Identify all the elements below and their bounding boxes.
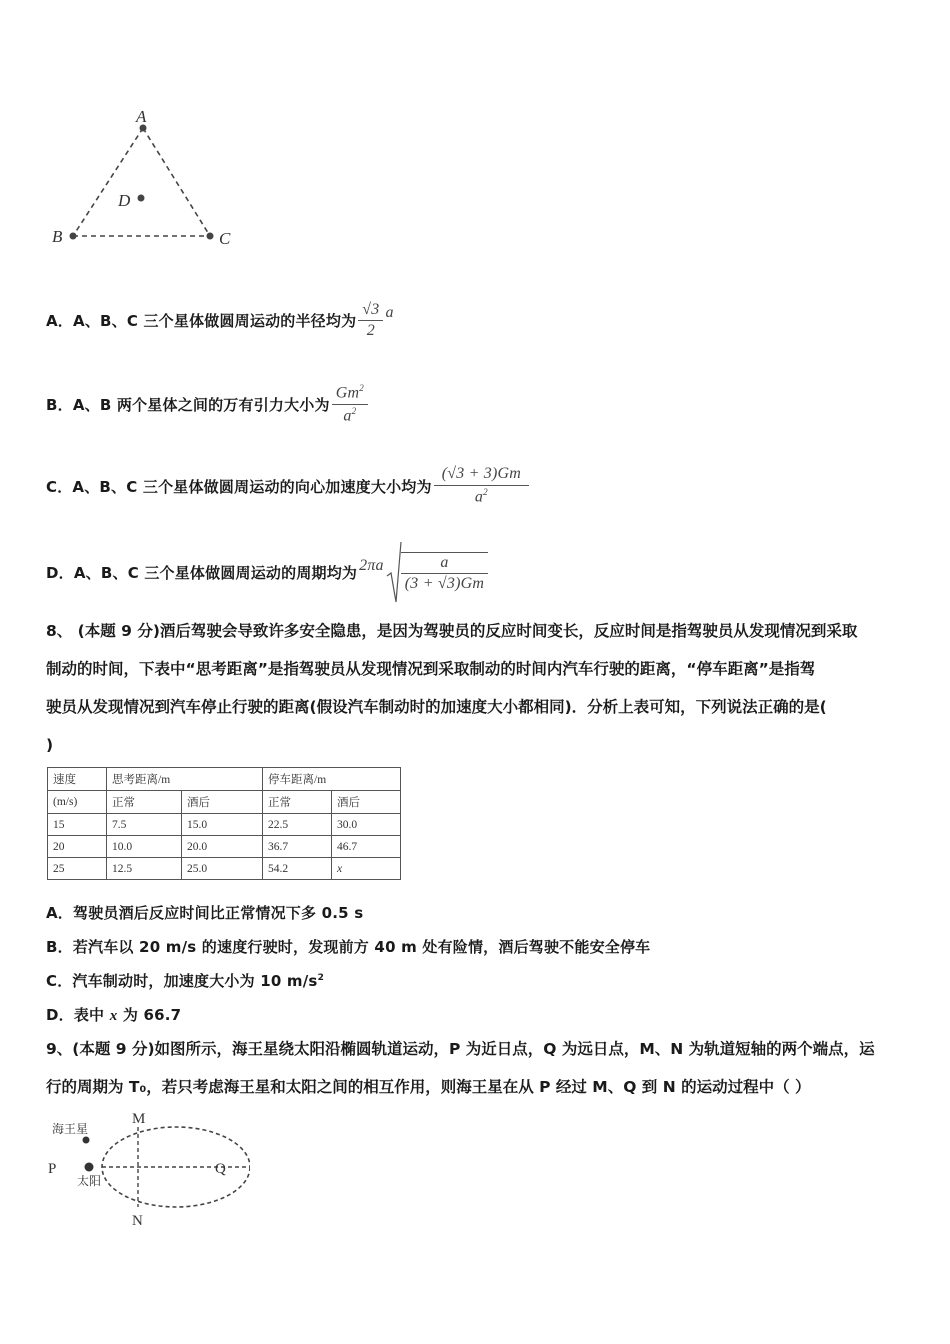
label-c: C — [219, 229, 231, 248]
q8-paragraph — [46, 612, 916, 764]
cell: 25 — [48, 858, 107, 880]
edge-ac — [143, 128, 210, 236]
header-drunk-1: 酒后 — [182, 791, 263, 814]
label-n: N — [132, 1213, 143, 1229]
point-d — [138, 195, 145, 202]
cell: 54.2 — [263, 858, 332, 880]
cell: 10.0 — [107, 836, 182, 858]
q8-line-1: 8、 (本题 9 分)酒后驾驶会导致许多安全隐患，是因为驾驶员的反应时间变长，反应时间是指驾驶员从发现情况到采取 — [46, 622, 858, 640]
option-d-text: D．A、B、C 三个星体做圆周运动的周期均为 — [46, 563, 358, 582]
formula-d-den: (3 + √3)Gm — [404, 574, 485, 592]
option-c-text: C．A、B、C 三个星体做圆周运动的向心加速度大小均为 — [46, 477, 432, 496]
q8-line-4: ) — [46, 736, 54, 754]
cell: 20 — [48, 836, 107, 858]
radical-body — [401, 552, 488, 593]
q8-line-3: 驶员从发现情况到汽车停止行驶的距离(假设汽车制动时的加速度大小都相同)．分析上表可知，下列说法正确的是( — [46, 698, 827, 716]
formula-b-den-wrap — [332, 405, 368, 425]
header-drunk-2: 酒后 — [332, 791, 401, 814]
q8-line-2: 制动的时间，下表中“思考距离”是指驾驶员从发现情况到采取制动的时间内汽车行驶的距离，“停车距离”是指驾 — [46, 660, 816, 678]
formula-b-num-wrap — [332, 383, 368, 404]
option-b — [46, 373, 368, 435]
header-normal-2: 正常 — [263, 791, 332, 814]
table-subheader-row — [48, 791, 401, 814]
q8-option-c-sup: 2 — [317, 973, 325, 983]
formula-b-den: a — [343, 406, 352, 424]
cell: 15.0 — [182, 814, 263, 836]
stopping-distance-table — [47, 767, 401, 880]
q8-option-d — [46, 1004, 181, 1025]
cell: 30.0 — [332, 814, 401, 836]
option-b-text: B．A、B 两个星体之间的万有引力大小为 — [46, 395, 330, 414]
neptune-dot — [83, 1137, 90, 1144]
formula-b-num-sup: 2 — [359, 383, 364, 394]
table-header-row — [48, 768, 401, 791]
label-q: Q — [215, 1161, 226, 1177]
cell: 25.0 — [182, 858, 263, 880]
header-unit: (m/s) — [48, 791, 107, 814]
cell: 46.7 — [332, 836, 401, 858]
formula-d-num: a — [401, 554, 488, 574]
label-d: D — [118, 191, 131, 210]
formula-c-den-wrap — [434, 486, 529, 506]
header-stop: 停车距离/m — [263, 768, 401, 791]
table-row — [48, 836, 401, 858]
cell: 7.5 — [107, 814, 182, 836]
formula-a-den: 2 — [366, 321, 375, 339]
q8-option-a: A．驾驶员酒后反应时间比正常情况下多 0.5 s — [46, 904, 364, 922]
orbit-figure — [40, 1105, 250, 1235]
option-d — [46, 538, 488, 606]
formula-c-num: (√3 + 3)Gm — [434, 465, 529, 486]
formula-b-den-sup: 2 — [351, 405, 357, 416]
option-a — [46, 290, 394, 350]
triangle-figure — [40, 100, 260, 260]
radical-sign — [386, 540, 402, 604]
cell: 22.5 — [263, 814, 332, 836]
table-row — [48, 858, 401, 880]
q8-option-d-var: x — [109, 1008, 118, 1024]
label-p: P — [48, 1161, 57, 1177]
cell: 15 — [48, 814, 107, 836]
point-b — [70, 233, 77, 240]
cell: 12.5 — [107, 858, 182, 880]
label-b: B — [52, 227, 63, 246]
q9-line-2: 行的周期为 T₀，若只考虑海王星和太阳之间的相互作用，则海王星在从 P 经过 M、Q 到 N 的运动过程中（ ） — [46, 1078, 811, 1096]
formula-a-num: √3 — [358, 301, 383, 321]
option-a-text: A．A、B、C 三个星体做圆周运动的半径均为 — [46, 311, 357, 330]
formula-d — [401, 554, 488, 593]
q8-option-d-post: 为 66.7 — [122, 1006, 182, 1024]
formula-b — [332, 383, 368, 425]
cell: x — [332, 858, 401, 880]
q8-option-c-text: C．汽车制动时，加速度大小为 10 m/s — [46, 972, 318, 990]
cell: 20.0 — [182, 836, 263, 858]
formula-d-prefix: 2πa — [359, 557, 384, 574]
formula-c-den-sup: 2 — [483, 487, 488, 498]
point-c — [207, 233, 214, 240]
header-think: 思考距离/m — [107, 768, 263, 791]
q9-paragraph — [46, 1030, 916, 1106]
formula-a — [358, 301, 383, 340]
edge-ab — [73, 128, 143, 236]
label-neptune: 海王星 — [52, 1122, 89, 1136]
q9-line-1: 9、(本题 9 分)如图所示，海王星绕太阳沿椭圆轨道运动，P 为近日点，Q 为远日点，M、N 为轨道短轴的两个端点，运 — [46, 1040, 875, 1058]
header-normal-1: 正常 — [107, 791, 182, 814]
label-m: M — [132, 1111, 146, 1127]
header-speed: 速度 — [48, 768, 107, 791]
table-row — [48, 814, 401, 836]
cell: 36.7 — [263, 836, 332, 858]
formula-c — [434, 465, 529, 506]
formula-c-den: a — [474, 488, 484, 506]
q8-option-c — [46, 970, 324, 991]
q8-option-d-pre: D．表中 — [46, 1006, 105, 1024]
label-a: A — [136, 107, 147, 126]
q8-option-b: B．若汽车以 20 m/s 的速度行驶时，发现前方 40 m 处有险情，酒后驾驶不能安全停车 — [46, 938, 651, 956]
formula-a-tail: a — [385, 304, 394, 321]
label-sun: 太阳 — [77, 1174, 102, 1188]
formula-b-num: Gm — [335, 384, 360, 402]
sun-dot — [85, 1163, 94, 1172]
option-c — [46, 453, 529, 519]
